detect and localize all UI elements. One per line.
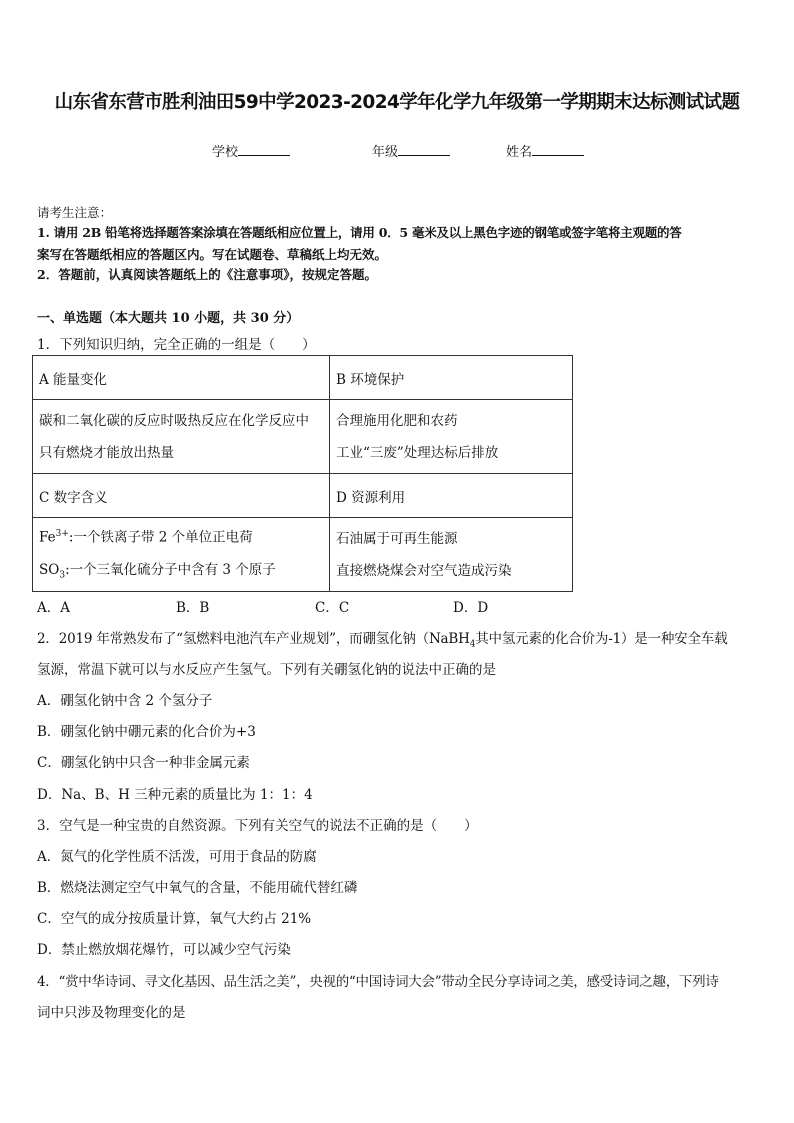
cell-b-line2: 工业“三废”处理达标后排放 [336, 444, 499, 461]
so3-text: :一个三氧化硫分子中含有 3 个原子 [65, 561, 276, 578]
q3-option-a[interactable]: A．氮气的化学性质不活泼，可用于食品的防腐 [37, 849, 317, 865]
cell-b-header: B 环境保护 [330, 356, 573, 400]
so3-formula: SO [39, 561, 60, 578]
q1-stem: 1．下列知识归纳，完全正确的一组是（ ） [37, 337, 316, 353]
q1-option-a[interactable]: A．A [37, 600, 70, 616]
q3-stem: 3．空气是一种宝贵的自然资源。下列有关空气的说法不正确的是（ ） [37, 818, 478, 834]
notice-item2: 2．答题前，认真阅读答题纸上的《注意事项》，按规定答题。 [37, 267, 377, 282]
school-field [212, 141, 290, 160]
cell-a-header: A 能量变化 [33, 356, 330, 400]
q2-option-b[interactable]: B．硼氢化钠中硼元素的化合价为+3 [37, 724, 256, 740]
name-label: 姓名 [506, 145, 533, 160]
grade-blank [398, 143, 450, 156]
q1-option-d[interactable]: D．D [453, 600, 489, 616]
fe-text: :一个铁离子带 2 个单位正电荷 [68, 529, 253, 546]
notice-heading: 请考生注意： [37, 205, 113, 220]
so3-subscript: 3 [59, 570, 66, 581]
cell-b-body [330, 400, 573, 474]
q3-option-b[interactable]: B．燃烧法测定空气中氧气的含量，不能用硫代替红磷 [37, 880, 358, 896]
table-row [33, 400, 573, 474]
cell-c-body [33, 518, 330, 592]
school-label: 学校 [212, 145, 239, 160]
name-blank [532, 143, 584, 156]
q1-option-b[interactable]: B．B [176, 600, 210, 616]
q4-stem-line2: 词中只涉及物理变化的是 [37, 1005, 186, 1021]
q4-stem-line1: 4．“赏中华诗词、寻文化基因、品生活之美”，央视的“中国诗词大会”带动全民分享诗词之美，感受诗词之趣，下列诗 [37, 974, 719, 990]
exam-title: 山东省东营市胜利油田59中学2023-2024学年化学九年级第一学期期末达标测试试题 [54, 92, 740, 113]
name-field [506, 141, 584, 160]
q2-option-a[interactable]: A．硼氢化钠中含 2 个氢分子 [37, 693, 213, 709]
cell-d-line1: 石油属于可再生能源 [336, 530, 458, 547]
q2-stem-part1: 2．2019 年常熟发布了“氢燃料电池汽车产业规划”，而硼氢化钠（NaBH [37, 631, 470, 647]
grade-field [372, 141, 450, 160]
q3-option-d[interactable]: D．禁止燃放烟花爆竹，可以减少空气污染 [37, 942, 291, 958]
table-row [33, 474, 573, 518]
q1-table [32, 355, 573, 592]
q3-option-c[interactable]: C．空气的成分按质量计算，氧气大约占 21% [37, 911, 312, 927]
cell-c-header: C 数字含义 [33, 474, 330, 518]
q2-stem-line1 [37, 627, 727, 650]
cell-c-line2 [39, 554, 329, 592]
q1-option-c[interactable]: C．C [315, 600, 350, 616]
table-row [33, 518, 573, 592]
cell-d-line2: 直接燃烧煤会对空气造成污染 [336, 562, 512, 579]
fe-charge: 3+ [55, 529, 69, 539]
cell-a-line1: 碳和二氧化碳的反应时吸热反应在化学反应中 [39, 412, 309, 429]
grade-label: 年级 [372, 145, 399, 160]
table-row [33, 356, 573, 400]
fe-formula: Fe [39, 529, 56, 546]
q2-option-c[interactable]: C．硼氢化钠中只含一种非金属元素 [37, 755, 250, 771]
notice-item1-line1: 1. 请用 2B 铅笔将选择题答案涂填在答题纸相应位置上，请用 0．5 毫米及以上黑色字迹的钢笔或签字笔将主观题的答 [37, 225, 682, 240]
cell-a-line2: 只有燃烧才能放出热量 [39, 444, 174, 461]
section-heading: 一、单选题（本大题共 10 小题，共 30 分） [37, 311, 300, 326]
q2-stem-part2: 其中氢元素的化合价为-1）是一种安全车载 [475, 631, 728, 647]
notice-item1-line2: 案写在答题纸相应的答题区内。写在试题卷、草稿纸上均无效。 [37, 247, 388, 262]
school-blank [238, 143, 290, 156]
cell-d-body [330, 518, 573, 592]
q2-option-d[interactable]: D．Na、B、H 三种元素的质量比为 1：1：4 [37, 787, 313, 803]
cell-c-line1 [39, 518, 329, 554]
q2-stem-line2: 氢源，常温下就可以与水反应产生氢气。下列有关硼氢化钠的说法中正确的是 [37, 662, 496, 678]
cell-d-header: D 资源利用 [330, 474, 573, 518]
q2-stem-subscript: 4 [469, 639, 476, 650]
cell-b-line1: 合理施用化肥和农药 [336, 412, 458, 429]
cell-a-body [33, 400, 330, 474]
